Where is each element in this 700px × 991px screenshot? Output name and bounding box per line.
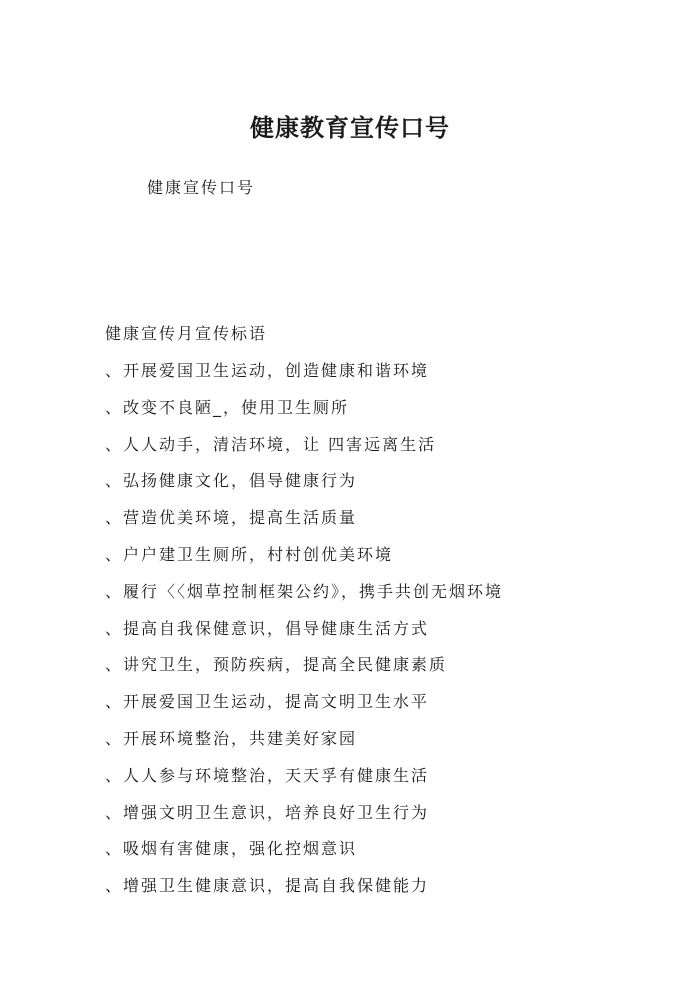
section-heading: 健康宣传月宣传标语 xyxy=(105,324,268,343)
slogan-item: 、开展环境整治，共建美好家园 xyxy=(105,728,358,748)
slogan-item: 、户户建卫生厕所，村村创优美环境 xyxy=(105,544,394,564)
slogan-item: 、开展爱国卫生运动，创造健康和谐环境 xyxy=(105,361,430,380)
slogan-item: 、履行〈〈烟草控制框架公约》，携手共创无烟环境 xyxy=(105,581,504,601)
slogan-item: 、营造优美环境，提高生活质量 xyxy=(105,508,358,528)
slogan-item: 、人人动手，清洁环境，让 四害远离生活 xyxy=(105,434,437,454)
slogan-item: 、提高自我保健意识，倡导健康生活方式 xyxy=(105,618,430,638)
slogan-item: 、弘扬健康文化，倡导健康行为 xyxy=(105,471,358,491)
slogan-item: 、吸烟有害健康，强化控烟意识 xyxy=(105,839,358,859)
slogan-list xyxy=(105,359,503,911)
slogan-item: 、改变不良陋_，使用卫生厕所 xyxy=(105,397,350,417)
slogan-item: 、增强卫生健康意识，提高自我保健能力 xyxy=(105,876,430,896)
slogan-item: 、讲究卫生，预防疾病，提高全民健康素质 xyxy=(105,655,448,675)
document-title: 健康教育宣传口号 xyxy=(250,114,450,142)
slogan-item: 、增强文明卫生意识，培养良好卫生行为 xyxy=(105,802,430,822)
document-subtitle: 健康宣传口号 xyxy=(147,178,256,197)
slogan-item: 、开展爱国卫生运动，提高文明卫生水平 xyxy=(105,692,430,712)
slogan-item: 、人人参与环境整治，天天孚有健康生活 xyxy=(105,765,430,785)
